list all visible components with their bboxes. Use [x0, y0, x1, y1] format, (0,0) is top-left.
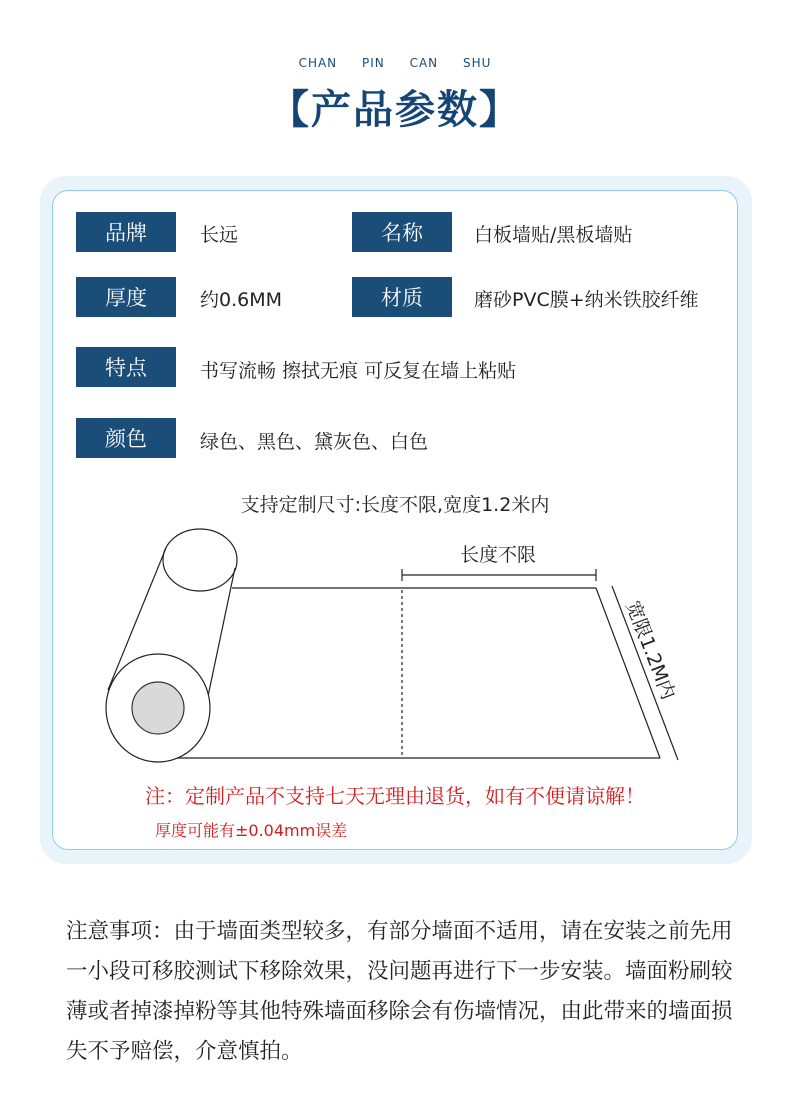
roll-far-end: [163, 529, 237, 591]
pinyin-2: PIN: [361, 56, 385, 70]
material-value: 磨砂PVC膜+纳米铁胶纤维: [474, 289, 699, 311]
thickness-value: 约0.6MM: [200, 289, 283, 311]
tolerance-notice: 厚度可能有±0.04mm误差: [155, 821, 348, 840]
material-tag: 材质: [352, 277, 452, 317]
install-note: 注意事项：由于墙面类型较多，有部分墙面不适用，请在安装之前先用一小段可移胶测试下移除效果，没问题再进行下一步安装。墙面粉刷较薄或者掉漆掉粉等其他特殊墙面移除会有伤墙情况，由此带来的墙面损失不予赔偿，介意慎拍。: [66, 919, 733, 1064]
feature-tag: 特点: [76, 347, 176, 387]
color-tag: 颜色: [76, 418, 176, 458]
name-tag: 名称: [352, 212, 452, 252]
custom-return-notice: 注：定制产品不支持七天无理由退货，如有不便请谅解！: [145, 784, 645, 808]
width-label: 宽限1.2M内: [621, 597, 680, 703]
pinyin-4: SHU: [462, 56, 492, 70]
brand-value: 长远: [200, 224, 239, 246]
page-title: 【产品参数】: [269, 87, 521, 133]
size-caption: 支持定制尺寸:长度不限,宽度1.2米内: [240, 494, 550, 516]
length-label: 长度不限: [459, 544, 537, 566]
roll-core: [132, 682, 184, 734]
color-value: 绿色、黑色、黛灰色、白色: [200, 431, 429, 453]
brand-tag: 品牌: [76, 212, 176, 252]
pinyin-3: CAN: [409, 56, 439, 70]
thickness-tag: 厚度: [76, 277, 176, 317]
pinyin-1: CHAN: [298, 56, 338, 70]
name-value: 白板墙贴/黑板墙贴: [474, 224, 633, 246]
feature-value: 书写流畅 擦拭无痕 可反复在墙上粘贴: [200, 360, 517, 382]
